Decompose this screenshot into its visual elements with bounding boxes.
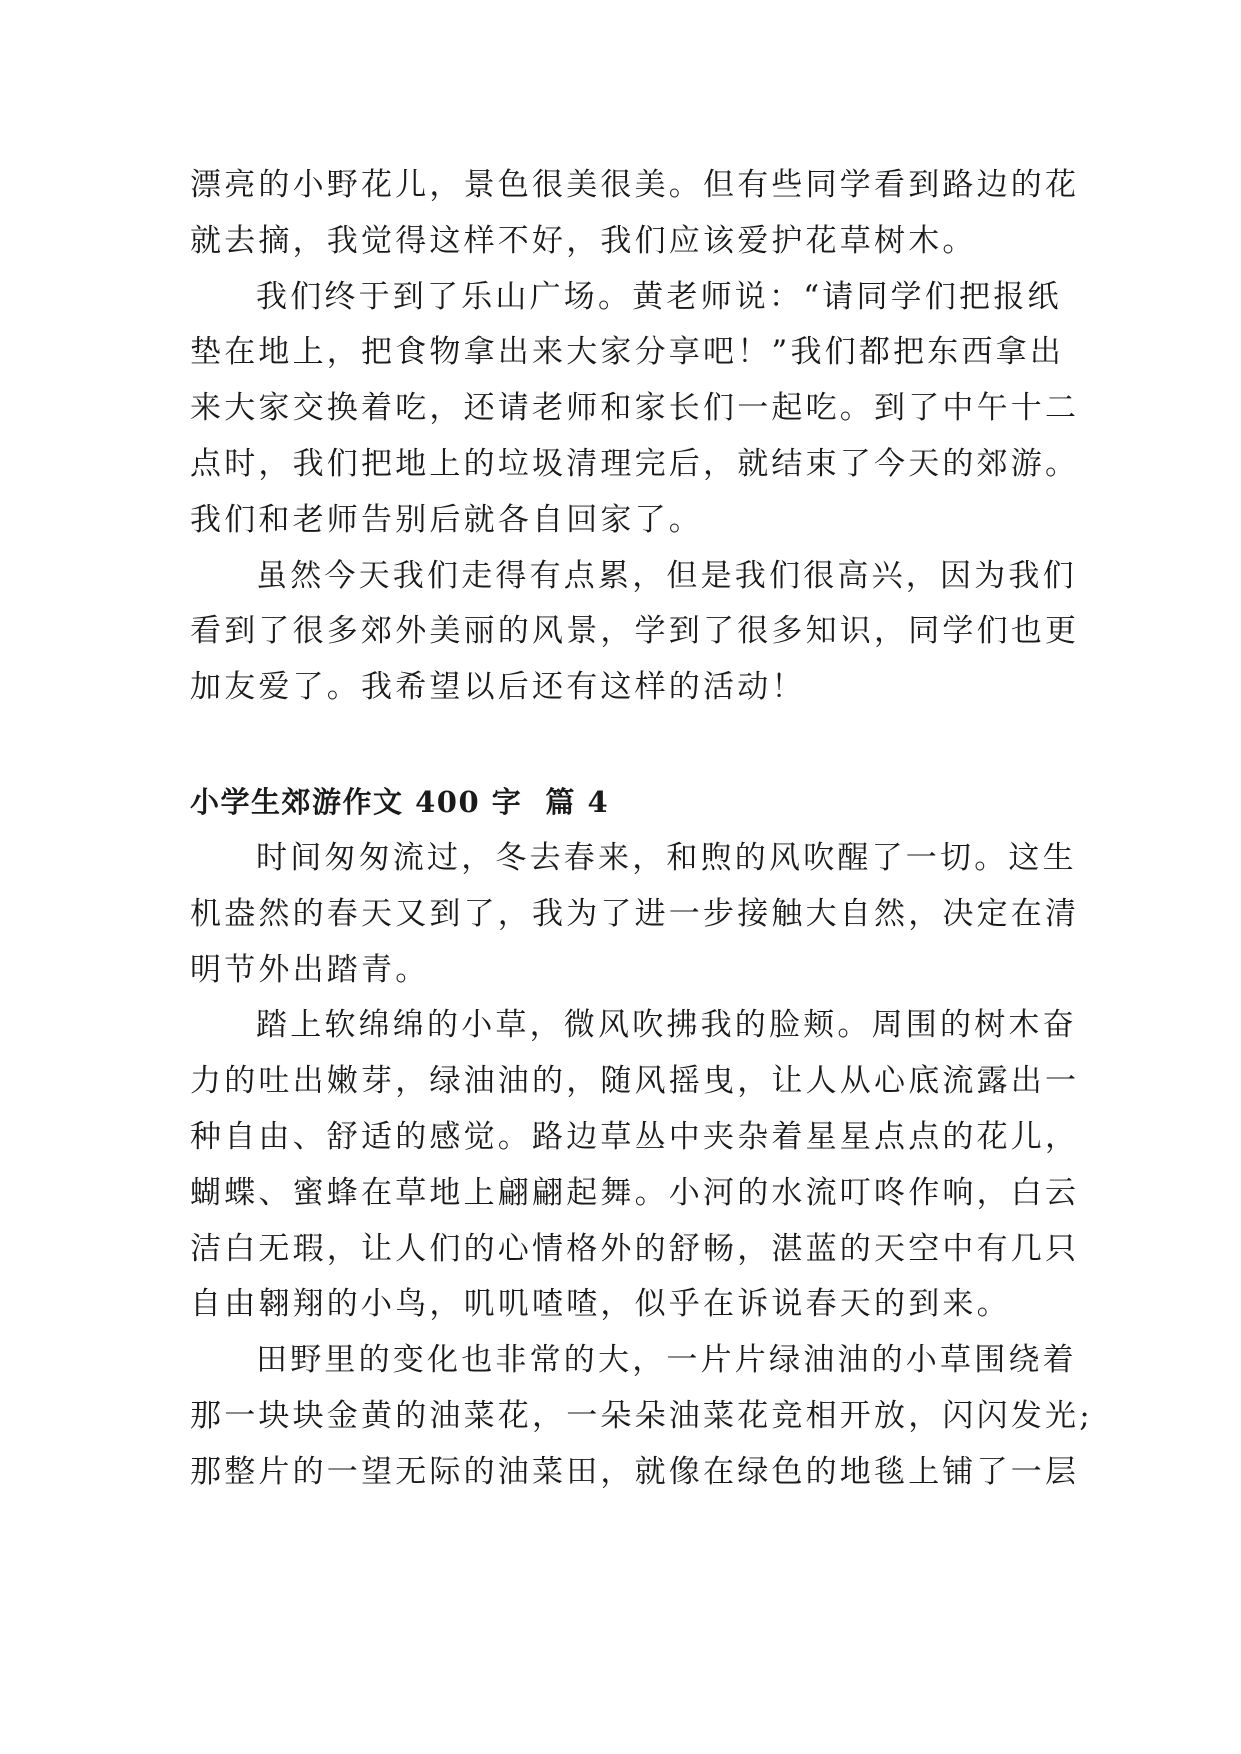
text-line: 加友爱了。我希望以后还有这样的活动！ [190,669,806,706]
text-line: 机盎然的春天又到了，我为了进一步接触大自然，决定在清 [190,895,1080,932]
paragraph [190,549,1080,716]
text-line: 种自由、舒适的感觉。路边草丛中夹杂着星星点点的花儿， [190,1118,1080,1155]
text-line: 田野里的变化也非常的大，一片片绿油油的小草围绕着 [256,1342,1077,1379]
text-line: 我们终于到了乐山广场。黄老师说：“请同学们把报纸 [256,278,1062,315]
text-line: 踏上软绵绵的小草，微风吹拂我的脸颊。周围的树木奋 [256,1007,1077,1044]
text-line: 明节外出踏青。 [190,951,430,988]
section-title: 小学生郊游作文 400 字 篇 4 [190,784,610,819]
paragraph [190,831,1080,998]
paragraph [190,158,1080,270]
text-line: 力的吐出嫩芽，绿油油的，随风摇曳，让人从心底流露出一 [190,1063,1080,1100]
text-line: 点时，我们把地上的垃圾清理完后，就结束了今天的郊游。 [190,445,1080,482]
text-line: 来大家交换着吃，还请老师和家长们一起吃。到了中午十二 [190,390,1080,427]
text-line: 那整片的一望无际的油菜田，就像在绿色的地毯上铺了一层 [190,1453,1080,1490]
document-body [190,158,1093,1501]
text-line: 蝴蝶、蜜蜂在草地上翩翩起舞。小河的水流叮咚作响，白云 [190,1174,1080,1211]
text-line: 那一块块金黄的油菜花，一朵朵油菜花竞相开放，闪闪发光; [190,1397,1093,1434]
text-line: 垫在地上，把食物拿出来大家分享吧！”我们都把东西拿出 [190,334,1065,371]
section-spacer [190,716,1070,773]
text-line: 看到了很多郊外美丽的风景，学到了很多知识，同学们也更 [190,613,1080,650]
text-line: 漂亮的小野花儿，景色很美很美。但有些同学看到路边的花 [190,167,1080,203]
paragraph [190,998,1080,1333]
text-line: 自由翱翔的小鸟，叽叽喳喳，似乎在诉说春天的到来。 [190,1286,1011,1323]
paragraph [190,1333,1093,1500]
text-line: 时间匆匆流过，冬去春来，和煦的风吹醒了一切。这生 [256,839,1077,876]
text-line: 虽然今天我们走得有点累，但是我们很高兴，因为我们 [256,557,1077,594]
text-line: 洁白无瑕，让人们的心情格外的舒畅，湛蓝的天空中有几只 [190,1230,1080,1267]
text-line: 就去摘，我觉得这样不好，我们应该爱护花草树木。 [190,222,977,259]
text-line: 我们和老师告别后就各自回家了。 [190,501,703,538]
paragraph [190,270,1080,549]
